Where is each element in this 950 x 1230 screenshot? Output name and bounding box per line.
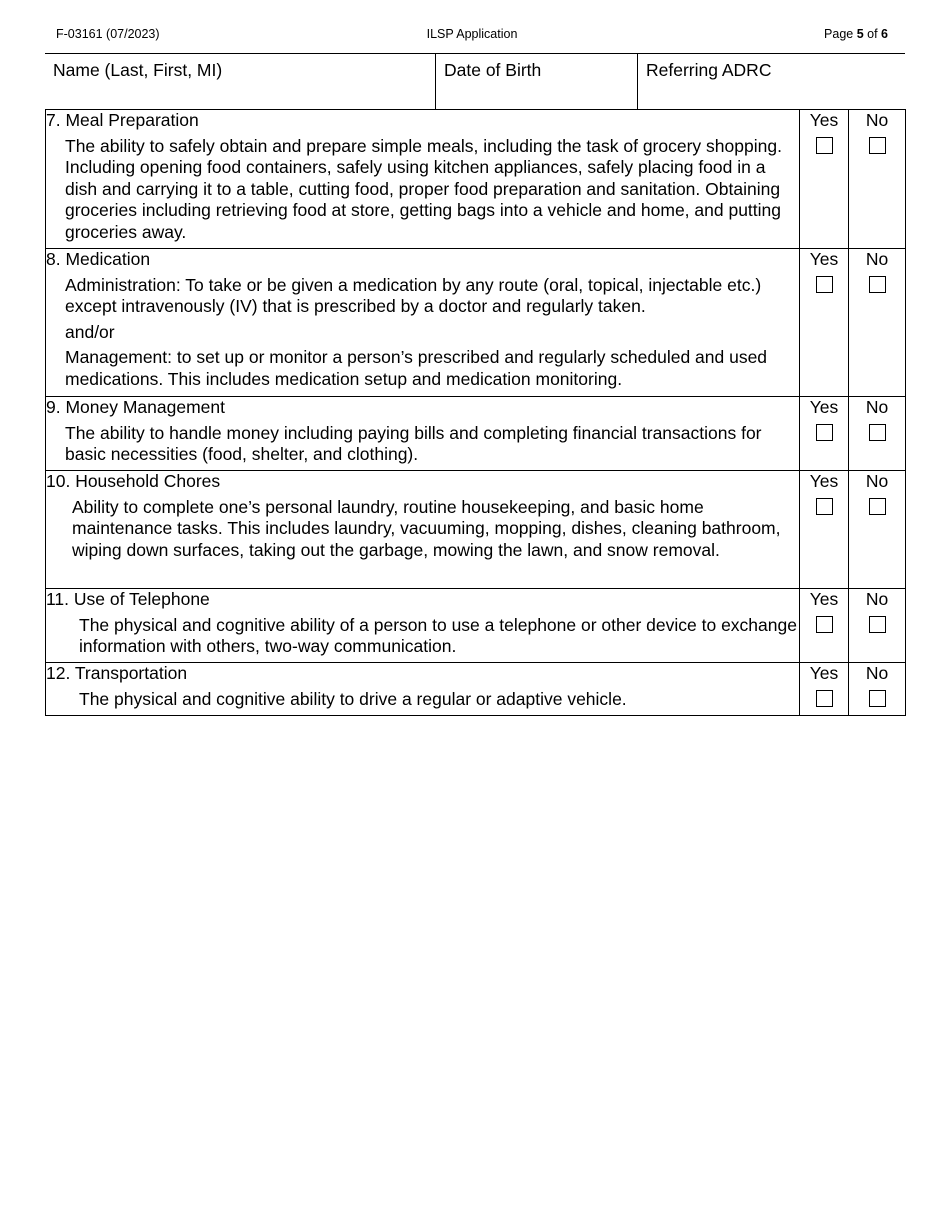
no-label: No (865, 663, 889, 683)
item-yes-cell (800, 589, 849, 663)
page-total: 6 (881, 27, 888, 41)
item-paragraph: Management: to set up or monitor a person’s prescribed and regularly scheduled and used medications. This includes medication setup and medication monitoring. (65, 347, 768, 389)
yes-label: Yes (809, 471, 839, 491)
item-no-cell (849, 110, 906, 249)
item-no-cell (849, 589, 906, 663)
no-label: No (865, 397, 889, 417)
item-row (46, 589, 906, 663)
item-yes-cell (800, 397, 849, 471)
page-of: of (863, 27, 882, 41)
item-paragraph: Ability to complete one’s personal laundry, routine housekeeping, and basic home maintenance tasks. This includes laundry, vacuuming, mopping, dishes, cleaning bathroom, wiping down surfaces, taking out the garbage, mowing the lawn, and snow removal. (72, 496, 781, 560)
name-label: Name (Last, First, MI) (53, 60, 223, 80)
yes-label: Yes (809, 589, 839, 609)
dob-label: Date of Birth (444, 60, 542, 80)
no-label: No (865, 249, 889, 269)
item-description (46, 663, 800, 716)
yes-checkbox[interactable] (816, 424, 833, 441)
form-number: F-03161 (07/2023) (56, 27, 160, 41)
item-paragraph: The ability to safely obtain and prepare simple meals, including the task of grocery shopping. Including opening food containers, safely using kitchen appliances, safely placing food in a dish and carrying it to a table, cutting food, proper food preparation and sanitation. Obtaining groceries including retrieving food at store, getting bags into a vehicle and home, and putting groceries away. (65, 135, 782, 242)
item-paragraph: The ability to handle money including paying bills and completing financial transactions for basic necessities (food, shelter, and clothing). (65, 422, 762, 464)
item-description (46, 110, 800, 249)
page-header (56, 27, 888, 45)
yes-checkbox[interactable] (816, 616, 833, 633)
no-checkbox[interactable] (869, 616, 886, 633)
item-title: 12. Transportation (46, 663, 188, 683)
item-title: 10. Household Chores (46, 471, 221, 491)
item-row (46, 471, 906, 589)
no-checkbox[interactable] (869, 690, 886, 707)
item-description (46, 397, 800, 471)
adl-items-table (45, 109, 906, 716)
item-row (46, 110, 906, 249)
page-current: 5 (856, 27, 864, 41)
no-checkbox[interactable] (869, 424, 886, 441)
name-field[interactable] (45, 54, 436, 109)
no-label: No (865, 471, 889, 491)
item-no-cell (849, 663, 906, 716)
item-no-cell (849, 471, 906, 589)
item-paragraph: and/or (65, 321, 115, 342)
item-paragraph: The physical and cognitive ability of a person to use a telephone or other device to exchange information with others, two-way communication. (79, 614, 797, 656)
yes-label: Yes (809, 249, 839, 269)
no-checkbox[interactable] (869, 498, 886, 515)
yes-label: Yes (809, 397, 839, 417)
date-of-birth-field[interactable] (436, 54, 638, 109)
identity-row (45, 53, 905, 109)
no-label: No (865, 589, 889, 609)
referring-adrc-field[interactable] (638, 54, 905, 109)
yes-label: Yes (809, 663, 839, 683)
item-paragraph: Administration: To take or be given a medication by any route (oral, topical, injectable etc.) except intravenously (IV) that is prescribed by a doctor and regularly taken. (65, 274, 762, 316)
item-description (46, 249, 800, 397)
page-prefix: Page (824, 27, 857, 41)
item-title: 7. Meal Preparation (46, 110, 199, 130)
yes-label: Yes (809, 110, 839, 130)
item-description (46, 589, 800, 663)
adrc-label: Referring ADRC (646, 60, 772, 80)
item-no-cell (849, 249, 906, 397)
item-title: 11. Use of Telephone (46, 589, 210, 609)
item-no-cell (849, 397, 906, 471)
page-number (824, 27, 888, 41)
document-title: ILSP Application (426, 27, 518, 41)
item-row (46, 397, 906, 471)
item-description (46, 471, 800, 589)
no-label: No (865, 110, 889, 130)
yes-checkbox[interactable] (816, 498, 833, 515)
item-yes-cell (800, 471, 849, 589)
no-checkbox[interactable] (869, 276, 886, 293)
item-row (46, 249, 906, 397)
no-checkbox[interactable] (869, 137, 886, 154)
yes-checkbox[interactable] (816, 137, 833, 154)
item-title: 8. Medication (46, 249, 151, 269)
item-yes-cell (800, 663, 849, 716)
item-row (46, 663, 906, 716)
yes-checkbox[interactable] (816, 276, 833, 293)
item-yes-cell (800, 249, 849, 397)
item-title: 9. Money Management (46, 397, 225, 417)
item-paragraph: The physical and cognitive ability to drive a regular or adaptive vehicle. (79, 688, 627, 709)
item-yes-cell (800, 110, 849, 249)
yes-checkbox[interactable] (816, 690, 833, 707)
